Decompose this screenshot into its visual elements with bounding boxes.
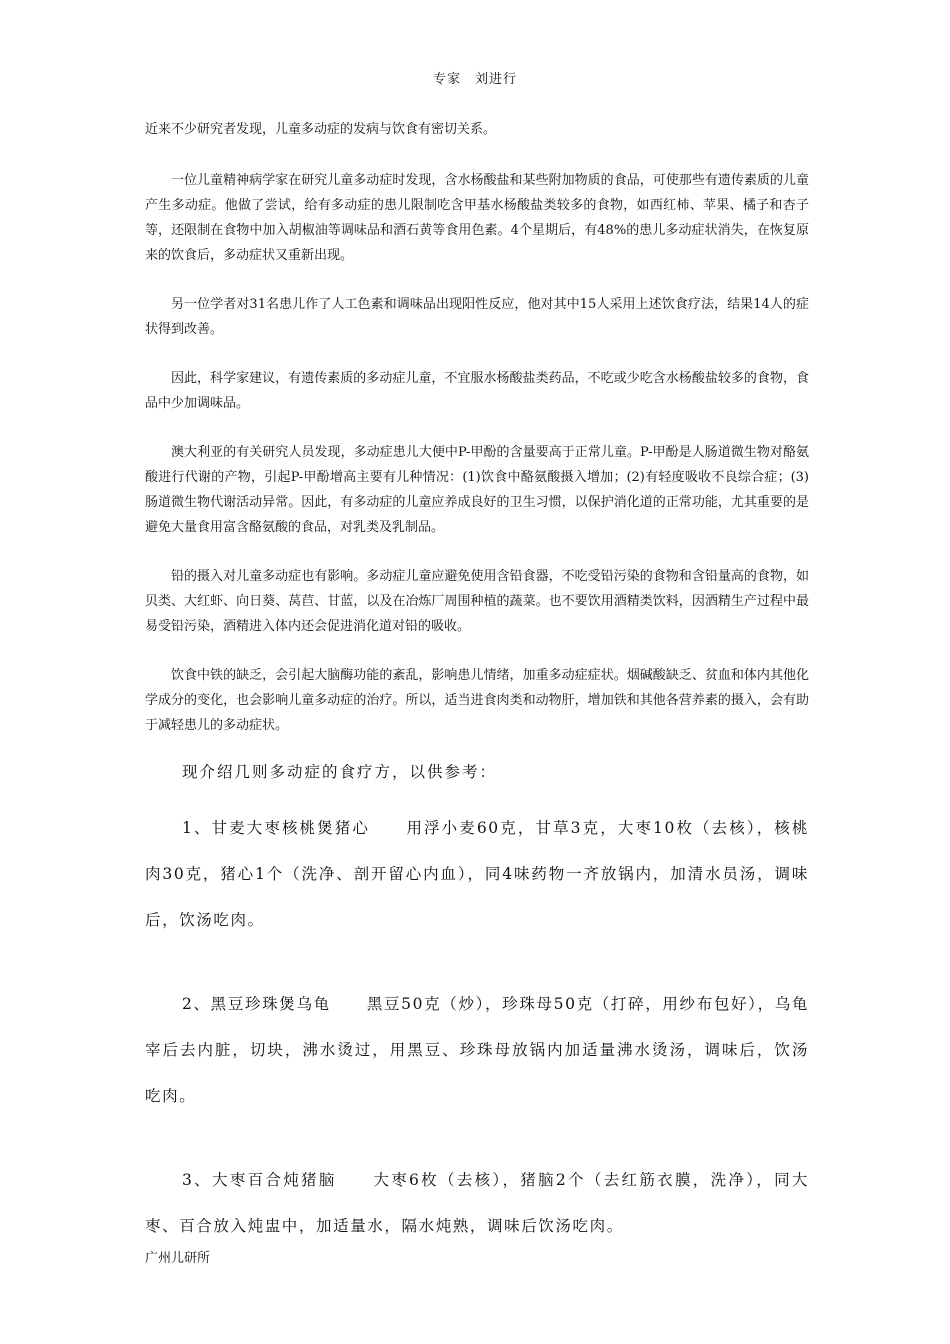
- recipe-text: 用浮小麦60克，甘草3克，大枣10枚（去核），核桃肉30克，猪心1个（洗净、剖开留心内血），同4味药物一齐放锅内，加清水员汤，调味后，饮汤吃肉。: [145, 819, 809, 929]
- recipe-title: 3、大枣百合炖猪脑: [182, 1171, 337, 1189]
- body-paragraph: 澳大利亚的有关研究人员发现，多动症患儿大便中P-甲酚的含量要高于正常儿童。P-甲酚是人肠道微生物对酪氨酸进行代谢的产物，引起P-甲酚增高主要有儿种情况：(1)饮食中酪氨酸摄入增加；(2)有轻度吸收不良综合症；(3)肠道微生物代谢活动异常。因此，有多动症的儿童应养成良好的卫生习惯，以保护消化道的正常功能，尤其重要的是避免大量食用富含酪氨酸的食品，对乳类及乳制品。: [145, 445, 809, 535]
- document-header: 专家 刘进行: [432, 72, 517, 87]
- recipe-text: 黑豆50克（炒），珍珠母50克（打碎，用纱布包好），乌龟宰后去内脏，切块，沸水烫过，用黑豆、珍珠母放锅内加适量沸水烫汤，调味后，饮汤吃肉。: [145, 995, 810, 1105]
- document-footer: 广州儿研所: [145, 1251, 211, 1266]
- recipe-title: 1、甘麦大枣核桃煲猪心: [182, 819, 370, 837]
- recipe-text: 大枣6枚（去核），猪脑2个（去红筋衣膜，洗净），同大枣、百合放入炖盅中，加适量水，隔水炖熟，调味后饮汤吃肉。: [145, 1171, 809, 1235]
- recipe-item: [145, 805, 809, 943]
- recipe-title: 2、黑豆珍珠煲乌龟: [182, 995, 331, 1013]
- intro-paragraph: 近来不少研究者发现，儿童多动症的发病与饮食有密切关系。: [145, 122, 497, 137]
- body-paragraph: 因此，科学家建议，有遗传素质的多动症儿童，不宜服水杨酸盐类药品，不吃或少吃含水杨酸盐较多的食物，食品中少加调味品。: [145, 371, 809, 411]
- recipe-item: [145, 981, 809, 1119]
- document-body: [145, 117, 809, 1249]
- recipe-item: [145, 1157, 809, 1249]
- body-paragraph: 另一位学者对31名患儿作了人工色素和调味品出现阳性反应，他对其中15人采用上述饮食疗法，结果14人的症状得到改善。: [145, 297, 809, 337]
- recipes-intro: 现介绍几则多动症的食疗方，以供参考：: [182, 763, 498, 781]
- body-paragraph: 铅的摄入对儿童多动症也有影响。多动症儿童应避免使用含铅食器，不吃受铅污染的食物和含铅量高的食物，如贝类、大红虾、向日葵、莴苣、甘蓝，以及在冶炼厂周围种植的蔬菜。也不要饮用酒精类饮料，因酒精生产过程中最易受铅污染，酒精进入体内还会促进消化道对铅的吸收。: [145, 569, 809, 634]
- body-paragraph: 一位儿童精神病学家在研究儿童多动症时发现，含水杨酸盐和某些附加物质的食品，可使那些有遗传素质的儿童产生多动症。他做了尝试，给有多动症的患儿限制吃含甲基水杨酸盐类较多的食物，如西红柿、苹果、橘子和杏子等，还限制在食物中加入胡椒油等调味品和酒石黄等食用色素。4个星期后，有48%的患儿多动症状消失，在恢复原来的饮食后，多动症状又重新出现。: [145, 173, 809, 263]
- body-paragraph: 饮食中铁的缺乏，会引起大脑酶功能的紊乱，影响患儿情绪，加重多动症症状。烟碱酸缺乏、贫血和体内其他化学成分的变化，也会影响儿童多动症的治疗。所以，适当进食肉类和动物肝，增加铁和其他各营养素的摄入，会有助于减轻患儿的多动症状。: [145, 668, 809, 733]
